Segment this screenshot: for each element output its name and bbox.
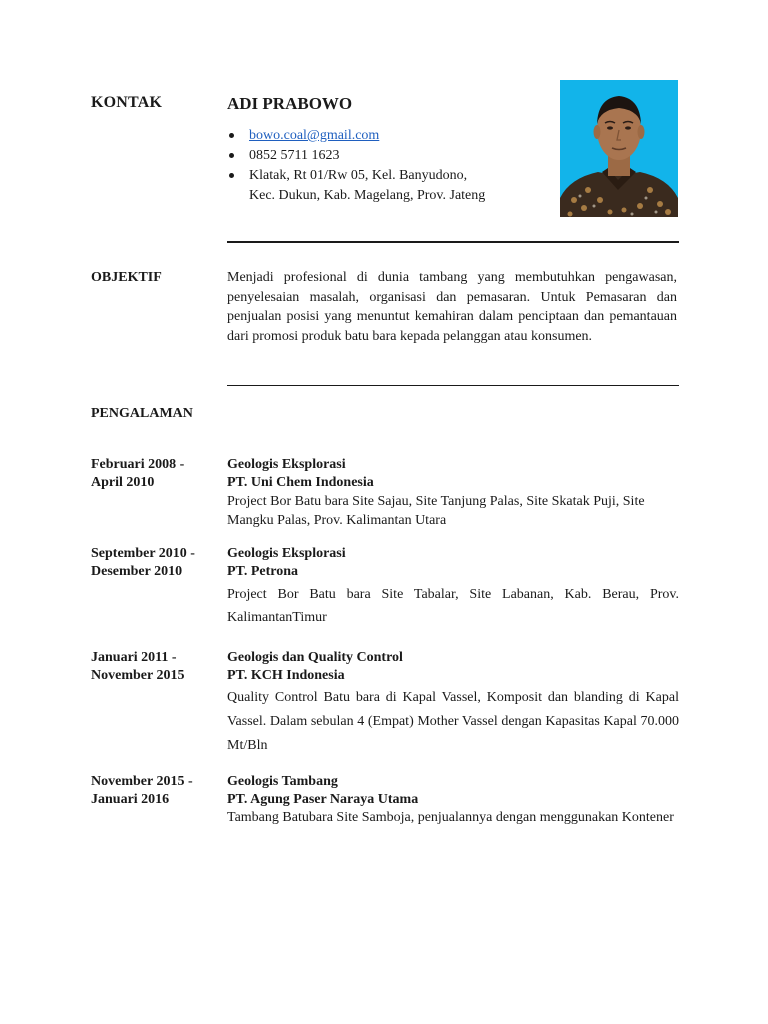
- experience-item: [227, 773, 679, 827]
- contact-phone-item: [227, 146, 547, 166]
- address-line-2: Kec. Dukun, Kab. Magelang, Prov. Jateng: [249, 188, 486, 203]
- contact-heading: KONTAK: [91, 94, 163, 111]
- address-line-1: Klatak, Rt 01/Rw 05, Kel. Banyudono,: [249, 168, 468, 183]
- objective-text: Menjadi profesional di dunia tambang yang membutuhkan pengawasan, penyelesaian masalah, organisasi dan pemasaran. Untuk Pemasaran dan penjualan posisi yang menuntut kemahiran dalam penciptaan dan pemantauan dari promosi produk batu bara kepada pelanggan atau konsumen.: [227, 270, 677, 344]
- experience-item: [227, 649, 679, 758]
- job-role: Geologis Eksplorasi: [227, 546, 346, 561]
- date-start: November 2015 -: [91, 774, 193, 789]
- portrait-image: [560, 80, 678, 217]
- experience-item: [227, 545, 679, 629]
- job-role: Geologis dan Quality Control: [227, 650, 403, 665]
- section-divider: [227, 241, 679, 243]
- date-start: Januari 2011 -: [91, 650, 177, 665]
- job-description: Project Bor Batu bara Site Tabalar, Site Labanan, Kab. Berau, Prov. KalimantanTimur: [227, 587, 679, 625]
- date-end: Januari 2016: [91, 792, 170, 807]
- job-company: PT. KCH Indonesia: [227, 668, 345, 683]
- job-description: Project Bor Batu bara Site Sajau, Site Tanjung Palas, Site Skatak Puji, Site Mangku Palas, Prov. Kalimantan Utara: [227, 494, 645, 528]
- job-company: PT. Agung Paser Naraya Utama: [227, 792, 419, 807]
- date-start: September 2010 -: [91, 546, 195, 561]
- experience-date: [91, 773, 216, 809]
- experience-label: PENGALAMAN: [91, 406, 193, 421]
- contact-address-item: [227, 166, 547, 206]
- experience-item: [227, 456, 679, 530]
- experience-date: [91, 456, 216, 492]
- email-link[interactable]: bowo.coal@gmail.com: [249, 128, 380, 143]
- job-company: PT. Uni Chem Indonesia: [227, 475, 374, 490]
- contact-email-item: [227, 126, 547, 146]
- experience-date: [91, 545, 216, 581]
- date-start: Februari 2008 -: [91, 457, 185, 472]
- date-end: Desember 2010: [91, 564, 183, 579]
- experience-date: [91, 649, 216, 685]
- job-description: Quality Control Batu bara di Kapal Vassel, Komposit dan blanding di Kapal Vassel. Dalam sebulan 4 (Empat) Mother Vassel dengan Kapasitas Kapal 70.000 Mt/Bln: [227, 690, 679, 753]
- phone-number: 0852 5711 1623: [249, 148, 340, 163]
- person-name: ADI PRABOWO: [227, 94, 353, 113]
- profile-photo: [560, 80, 678, 217]
- objective-label: OBJEKTIF: [91, 270, 162, 285]
- job-company: PT. Petrona: [227, 564, 299, 579]
- job-role: Geologis Eksplorasi: [227, 457, 346, 472]
- section-divider: [227, 385, 679, 386]
- job-description: Tambang Batubara Site Samboja, penjualannya dengan menggunakan Kontener: [227, 810, 674, 825]
- date-end: November 2015: [91, 668, 185, 683]
- date-end: April 2010: [91, 475, 155, 490]
- contact-list: [227, 126, 547, 206]
- job-role: Geologis Tambang: [227, 774, 338, 789]
